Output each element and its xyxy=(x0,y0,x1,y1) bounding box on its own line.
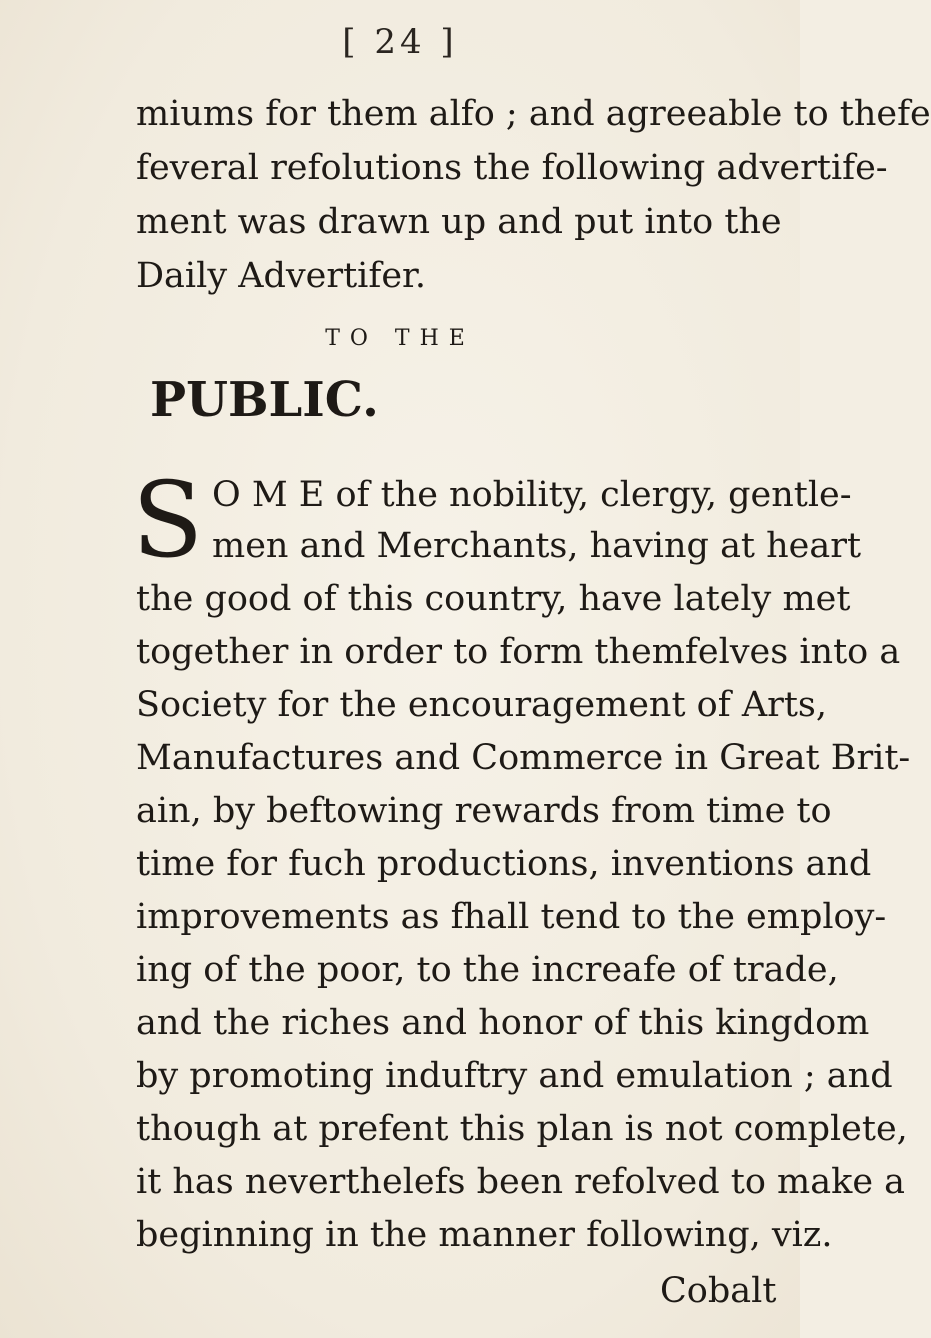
body-line: the good of this country, have lately met xyxy=(136,579,851,619)
intro-line: feveral refolutions the following advertife- xyxy=(136,148,888,188)
body-line: Society for the encouragement of Arts, xyxy=(136,685,827,725)
body-line: Manufactures and Commerce in Great Brit- xyxy=(136,738,911,778)
heading-to-the: TO THE xyxy=(325,326,475,351)
body-line: ing of the poor, to the increafe of trade, xyxy=(136,950,839,990)
intro-line: Daily Advertifer. xyxy=(136,256,427,296)
body-line: men and Merchants, having at heart xyxy=(212,526,862,566)
heading-public: PUBLIC. xyxy=(150,372,379,428)
body-line: improvements as fhall tend to the employ- xyxy=(136,897,887,937)
body-line: and the riches and honor of this kingdom xyxy=(136,1003,870,1043)
body-line: beginning in the manner following, viz. xyxy=(136,1215,833,1255)
body-line: time for fuch productions, inventions and xyxy=(136,844,872,884)
drop-cap: S xyxy=(132,459,204,581)
body-line: though at prefent this plan is not complete, xyxy=(136,1109,908,1149)
body-line: O M E of the nobility, clergy, gentle- xyxy=(212,475,852,515)
body-line: ain, by beftowing rewards from time to xyxy=(136,791,832,831)
page-number: [ 24 ] xyxy=(342,22,458,62)
body-line: together in order to form themfelves into a xyxy=(136,632,901,672)
body-line: by promoting induftry and emulation ; and xyxy=(136,1056,893,1096)
catchword: Cobalt xyxy=(660,1271,777,1311)
body-line: it has neverthelefs been refolved to make a xyxy=(136,1162,906,1202)
intro-line: miums for them alfo ; and agreeable to thefe xyxy=(136,94,931,134)
intro-line: ment was drawn up and put into the xyxy=(136,202,782,242)
